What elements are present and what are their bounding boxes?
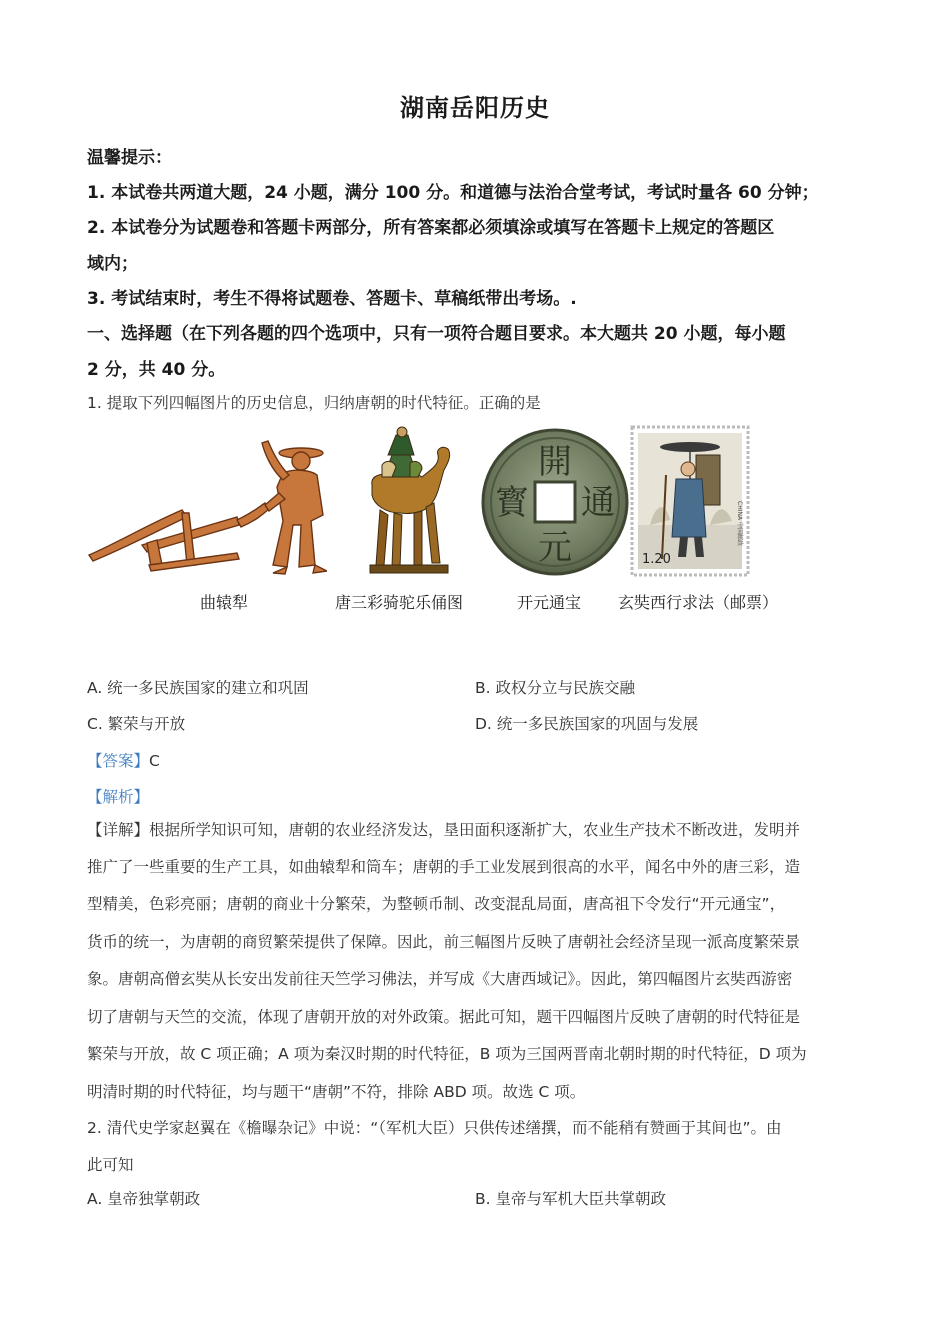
explain-text-1: 根据所学知识可知，唐朝的农业经济发达，垦田面积逐渐扩大，农业生产技术不断改进，发明并	[149, 821, 801, 839]
q1-option-a: A. 统一多民族国家的建立和巩固	[87, 679, 309, 697]
figure-caption-2: 唐三彩骑驼乐俑图	[335, 593, 464, 612]
explain-line-1	[87, 818, 800, 840]
page-title: 湖南岳阳历史	[400, 94, 550, 122]
kaiyuan-coin-image	[480, 427, 630, 577]
q2-stem-a: 2. 清代史学家赵翼在《檐曝杂记》中说：“（军机大臣）只供传述缮撰，而不能稍有赞画于其间也”。由	[87, 1119, 782, 1137]
stamp-country: CHINA 中国邮政	[736, 501, 743, 546]
tricolor-camel-image	[352, 425, 462, 575]
figure-caption-3: 开元通宝	[517, 593, 582, 612]
figure-caption-1: 曲辕犁	[200, 593, 249, 612]
explain-line-2: 推广了一些重要的生产工具，如曲辕犁和筒车；唐朝的手工业发展到很高的水平，闻名中外的唐三彩，造	[87, 858, 801, 876]
figure-caption-4: 玄奘西行求法（邮票）	[618, 593, 779, 612]
stamp-value: 1.20	[642, 552, 671, 567]
coin-char-left: 寳	[495, 483, 529, 523]
q2-option-b: B. 皇帝与军机大臣共掌朝政	[475, 1190, 666, 1208]
explain-line-3: 型精美，色彩亮丽；唐朝的商业十分繁荣，为整顿币制、改变混乱局面，唐高祖下令发行“开元通宝”，	[87, 895, 786, 913]
explain-line-6: 切了唐朝与天竺的交流，体现了唐朝开放的对外政策。据此可知，题干四幅图片反映了唐朝的时代特征是	[87, 1008, 801, 1026]
q2-option-a: A. 皇帝独掌朝政	[87, 1190, 201, 1208]
tip-2b: 域内；	[87, 254, 138, 274]
tip-3: 3. 考试结束时，考生不得将试题卷、答题卡、草稿纸带出考场。.	[87, 289, 577, 309]
curved-plow-image	[87, 425, 327, 585]
section-1-heading-a: 一、选择题（在下列各题的四个选项中，只有一项符合题目要求。本大题共 20 小题，每小题	[87, 324, 786, 344]
analysis-label: 【解析】	[87, 788, 150, 806]
explain-line-5: 象。唐朝高僧玄奘从长安出发前往天竺学习佛法，并写成《大唐西域记》。因此，第四幅图片玄奘西游密	[87, 970, 793, 988]
answer-label: 【答案】	[87, 752, 150, 770]
q1-stem: 1. 提取下列四幅图片的历史信息，归纳唐朝的时代特征。正确的是	[87, 394, 541, 412]
q2-stem-b: 此可知	[87, 1156, 134, 1174]
explain-line-7: 繁荣与开放，故 C 项正确；A 项为秦汉时期的时代特征，B 项为三国两晋南北朝时期的时代特征，D 项为	[87, 1045, 807, 1063]
q1-figures	[87, 425, 787, 615]
q1-option-b: B. 政权分立与民族交融	[475, 679, 635, 697]
section-1-heading-b: 2 分，共 40 分。	[87, 360, 226, 380]
xuanzang-stamp-image	[630, 425, 750, 577]
answer-value: C	[149, 752, 160, 770]
coin-char-bottom: 元	[538, 528, 572, 568]
answer-line	[87, 749, 160, 771]
explain-label: 【详解】	[87, 821, 150, 839]
coin-char-top: 開	[538, 442, 572, 482]
tips-heading: 温馨提示：	[87, 148, 172, 168]
q1-option-d: D. 统一多民族国家的巩固与发展	[475, 715, 699, 733]
tip-2a: 2. 本试卷分为试题卷和答题卡两部分，所有答案都必须填涂或填写在答题卡上规定的答题区	[87, 218, 775, 238]
explain-line-8: 明清时期的时代特征，均与题干“唐朝”不符，排除 ABD 项。故选 C 项。	[87, 1083, 586, 1101]
coin-char-right: 通	[581, 483, 615, 523]
explain-line-4: 货币的统一，为唐朝的商贸繁荣提供了保障。因此，前三幅图片反映了唐朝社会经济呈现一派高度繁荣景	[87, 933, 801, 951]
q1-option-c: C. 繁荣与开放	[87, 715, 186, 733]
tip-1: 1. 本试卷共两道大题，24 小题，满分 100 分。和道德与法治合堂考试，考试时量各 60 分钟；	[87, 183, 819, 203]
